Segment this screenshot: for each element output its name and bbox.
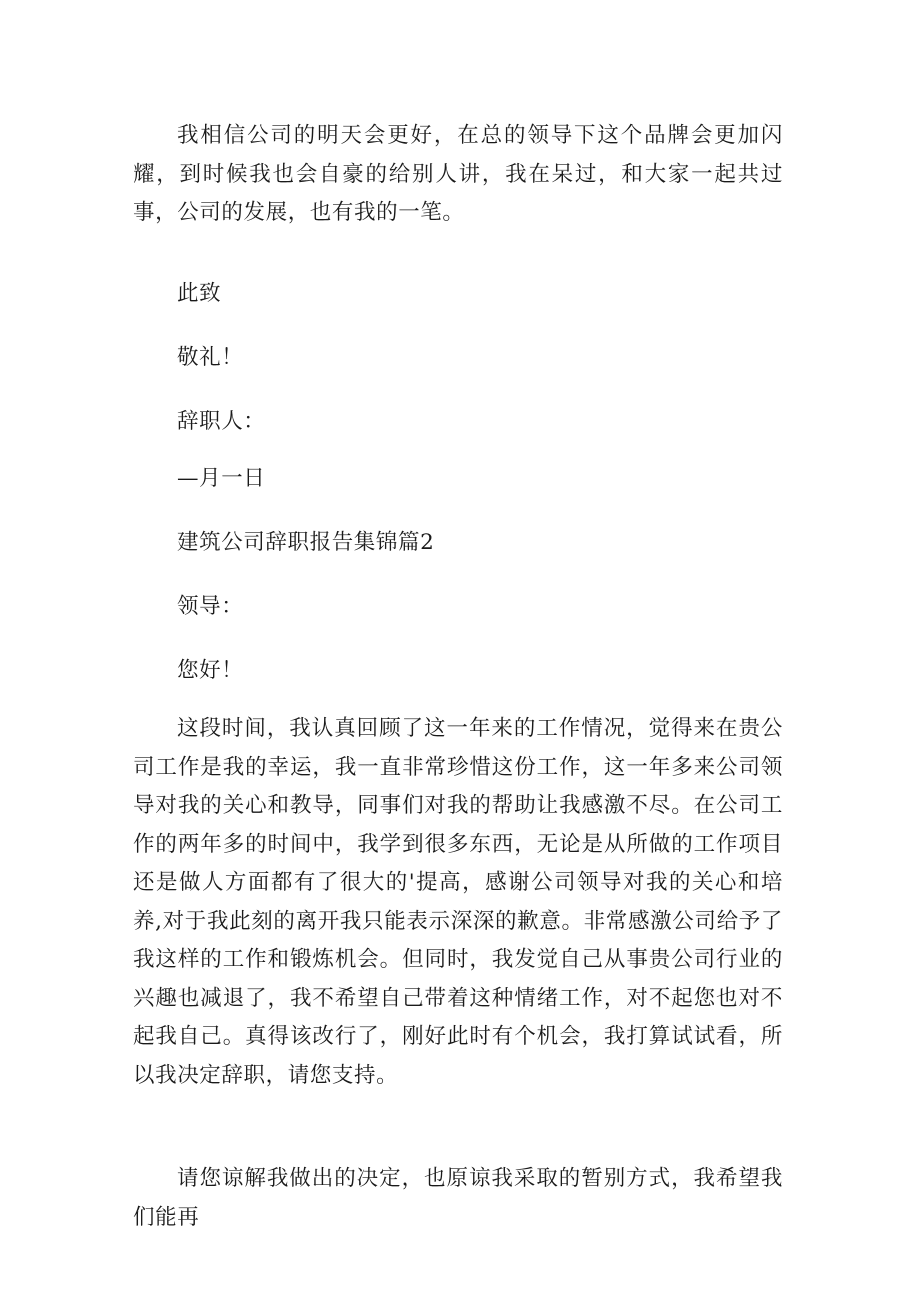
signature-label: 辞职人： [177,409,266,434]
body-paragraph: 这段时间，我认真回顾了这一年来的工作情况，觉得来在贵公司工作是我的幸运，我一直非常珍惜这份工作，这一年多来公司领导对我的关心和教导，同事们对我的帮助让我感激不尽。在公司工作的两年多的时间中，我学到很多东西，无论是从所做的工作项目还是做人方面都有了很大的'提高，感谢公司领导对我的关心和培养,对于我此刻的离开我只能表示深深的歉意。非常感激公司给予了我这样的工作和锻炼机会。但同时，我发觉自己从事贵公司行业的兴趣也减退了，我不希望自己带着这种情绪工作，对不起您也对不起我自己。真得该改行了，刚好此时有个机会，我打算试试看，所以我决定辞职，请您支持。 [133,716,783,1088]
body-paragraph: 请您谅解我做出的决定，也原谅我采取的暂别方式，我希望我们能再 [133,1166,783,1230]
section-title: 建筑公司辞职报告集锦篇2 [177,530,435,555]
closing-salute: 敬礼！ [177,345,244,370]
salutation: 领导： [177,594,244,619]
greeting: 您好！ [177,658,244,683]
closing-line: 此致 [177,281,222,306]
body-paragraph: 我相信公司的明天会更好，在总的领导下这个品牌会更加闪耀，到时候我也会自豪的给别人讲，我在呆过，和大家一起共过事，公司的发展，也有我的一笔。 [133,123,783,225]
date-line: —月一日 [177,466,266,491]
